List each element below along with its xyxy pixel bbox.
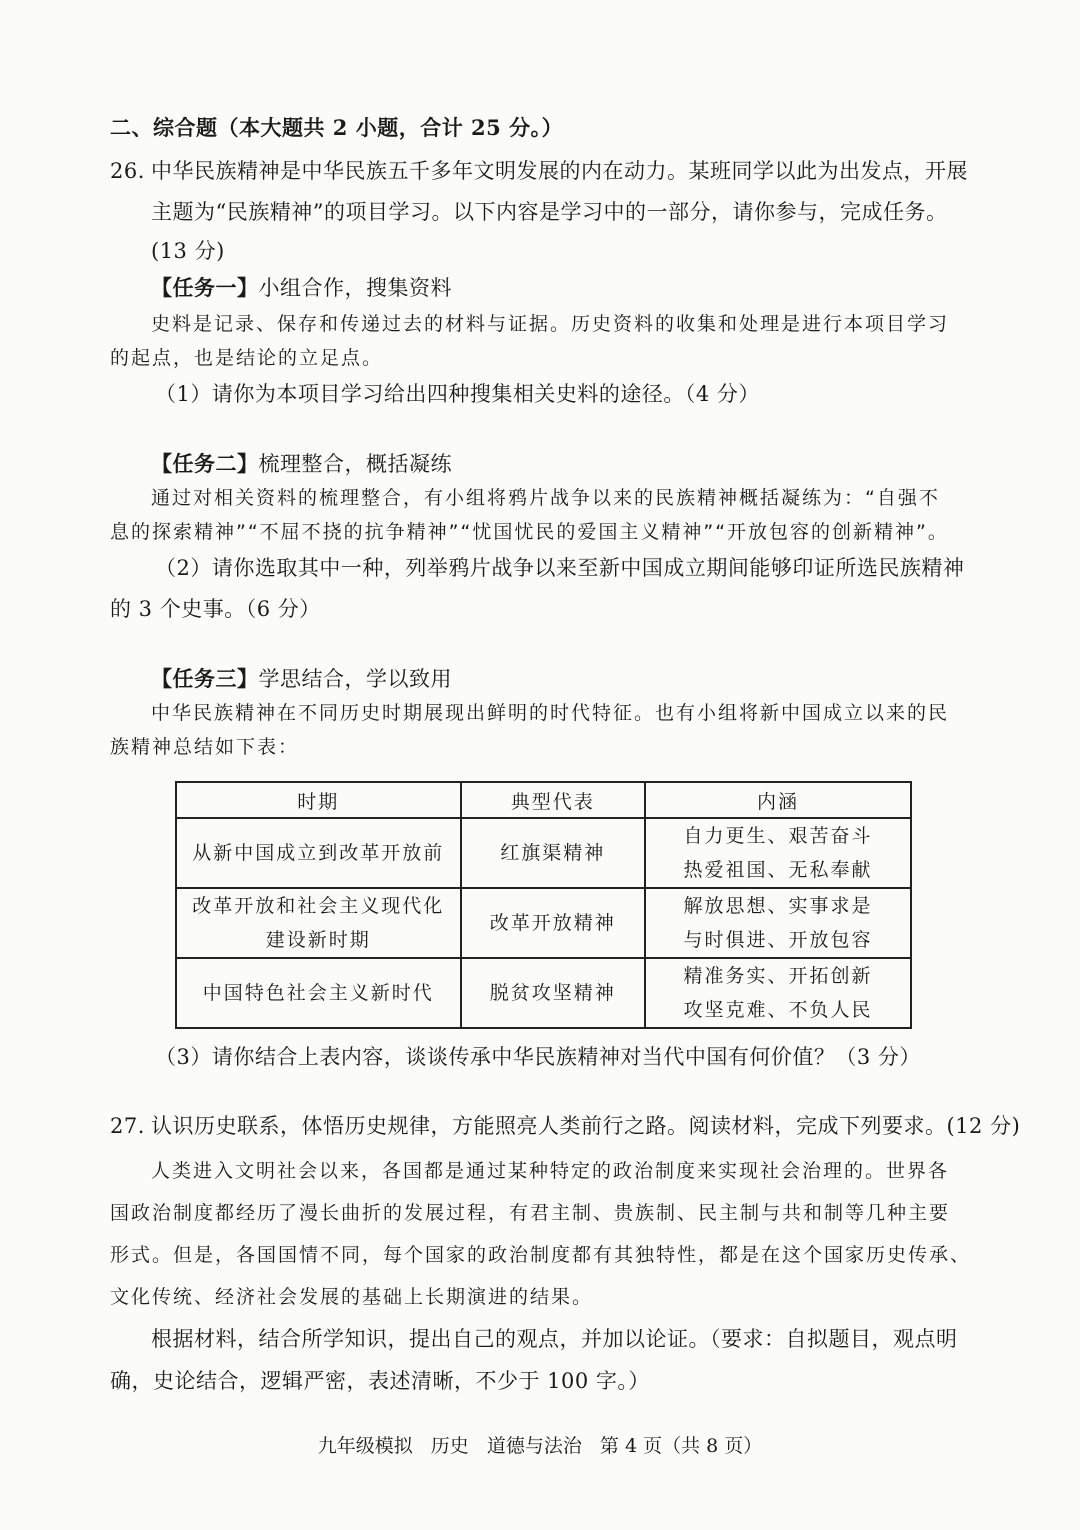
table-row [176,818,911,888]
task3-bracket: 【任务三】 [151,666,259,691]
q27-stem: 认识历史联系，体悟历史规律，方能照亮人类前行之路。阅读材料，完成下列要求。(12 分) [151,1114,1021,1138]
task2-text-line1: 通过对相关资料的梳理整合，有小组将鸦片战争以来的民族精神概括凝练为：“自强不 [151,487,940,509]
q26-score: (13 分) [151,239,225,263]
task1-question: （1）请你为本项目学习给出四种搜集相关史料的途径。（4 分） [155,382,760,406]
cell-representative: 改革开放精神 [461,888,645,958]
cell-period [176,958,461,1028]
task1-heading [151,273,452,303]
table-row [176,888,911,958]
cell-period [176,818,461,888]
meaning-line: 解放思想、实事求是 [683,895,873,917]
cell-period [176,888,461,958]
task3-heading [151,664,452,694]
q26-stem-line2: 主题为“民族精神”的项目学习。以下内容是学习中的一部分，请你参与，完成任务。 [151,200,948,224]
header-representative: 典型代表 [461,782,645,818]
table-row [176,958,911,1028]
meaning-line: 攻坚克难、不负人民 [683,999,873,1021]
meaning-line: 自力更生、艰苦奋斗 [683,825,873,847]
q27-number: 27. [110,1114,145,1138]
task3-text-line2: 族精神总结如下表： [110,736,300,758]
period-line: 改革开放和社会主义现代化 [192,895,445,917]
meaning-line: 热爱祖国、无私奉献 [683,859,873,881]
task3-text-line1: 中华民族精神在不同历史时期展现出鲜明的时代特征。也有小组将新中国成立以来的民 [151,702,950,724]
q26-stem-line1: 中华民族精神是中华民族五千多年文明发展的内在动力。某班同学以此为出发点，开展 [151,159,968,183]
task2-text-line2: 息的探索精神”“不屈不挠的抗争精神”“忧国忧民的爱国主义精神”“开放包容的创新精神”。 [110,521,949,543]
cell-meaning [645,958,911,1028]
cell-meaning [645,888,911,958]
footer-subject-morality-law: 道德与法治 [486,1435,582,1457]
footer-subject-history: 历史 [430,1435,469,1457]
cell-representative: 脱贫攻坚精神 [461,958,645,1028]
header-meaning: 内涵 [645,782,911,818]
task2-title: 梳理整合，概括凝练 [258,452,452,476]
page-footer [0,1431,1080,1458]
period-line: 建设新时期 [265,929,371,951]
task1-title: 小组合作，搜集资料 [258,276,452,300]
meaning-line: 精准务实、开拓创新 [683,965,873,987]
cell-representative: 红旗渠精神 [461,818,645,888]
q27-material-line3: 形式。但是，各国国情不同，每个国家的政治制度都有其独特性，都是在这个国家历史传承、 [110,1244,972,1266]
footer-page-number: 第 4 页（共 8 页） [599,1435,763,1457]
table-header-row [176,782,911,818]
footer-grade: 九年级模拟 [317,1435,413,1457]
q26-number: 26. [110,159,145,183]
task2-question-line1: （2）请你选取其中一种，列举鸦片战争以来至新中国成立期间能够印证所选民族精神 [155,556,965,580]
task2-question-line2: 的 3 个史事。（6 分） [110,597,321,621]
task1-text-line2: 的起点，也是结论的立足点。 [110,347,384,369]
task2-heading [151,449,452,479]
header-period: 时期 [176,782,461,818]
task1-bracket: 【任务一】 [151,275,259,300]
national-spirit-table [175,781,912,1029]
q27-requirement-line1: 根据材料，结合所学知识，提出自己的观点，并加以论证。（要求：自拟题目，观点明 [151,1327,958,1351]
task3-question: （3）请你结合上表内容，谈谈传承中华民族精神对当代中国有何价值？（3 分） [155,1045,921,1069]
q27-requirement-line2: 确，史论结合，逻辑严密，表述清晰，不少于 100 字。） [110,1369,650,1393]
period-line: 从新中国成立到改革开放前 [192,842,445,864]
section-title: 二、综合题（本大题共 2 小题，合计 25 分。） [110,115,564,140]
q27-material-line4: 文化传统、经济社会发展的基础上长期演进的结果。 [110,1286,594,1308]
meaning-line: 与时俱进、开放包容 [683,929,873,951]
q27-material-line1: 人类进入文明社会以来，各国都是通过某种特定的政治制度来实现社会治理的。世界各 [151,1160,950,1182]
cell-meaning [645,818,911,888]
period-line: 中国特色社会主义新时代 [202,982,434,1004]
task2-bracket: 【任务二】 [151,451,259,476]
q27-material-line2: 国政治制度都经历了漫长曲折的发展过程，有君主制、贵族制、民主制与共和制等几种主要 [110,1202,951,1224]
task3-title: 学思结合，学以致用 [258,667,452,691]
task1-text-line1: 史料是记录、保存和传递过去的材料与证据。历史资料的收集和处理是进行本项目学习 [151,313,950,335]
